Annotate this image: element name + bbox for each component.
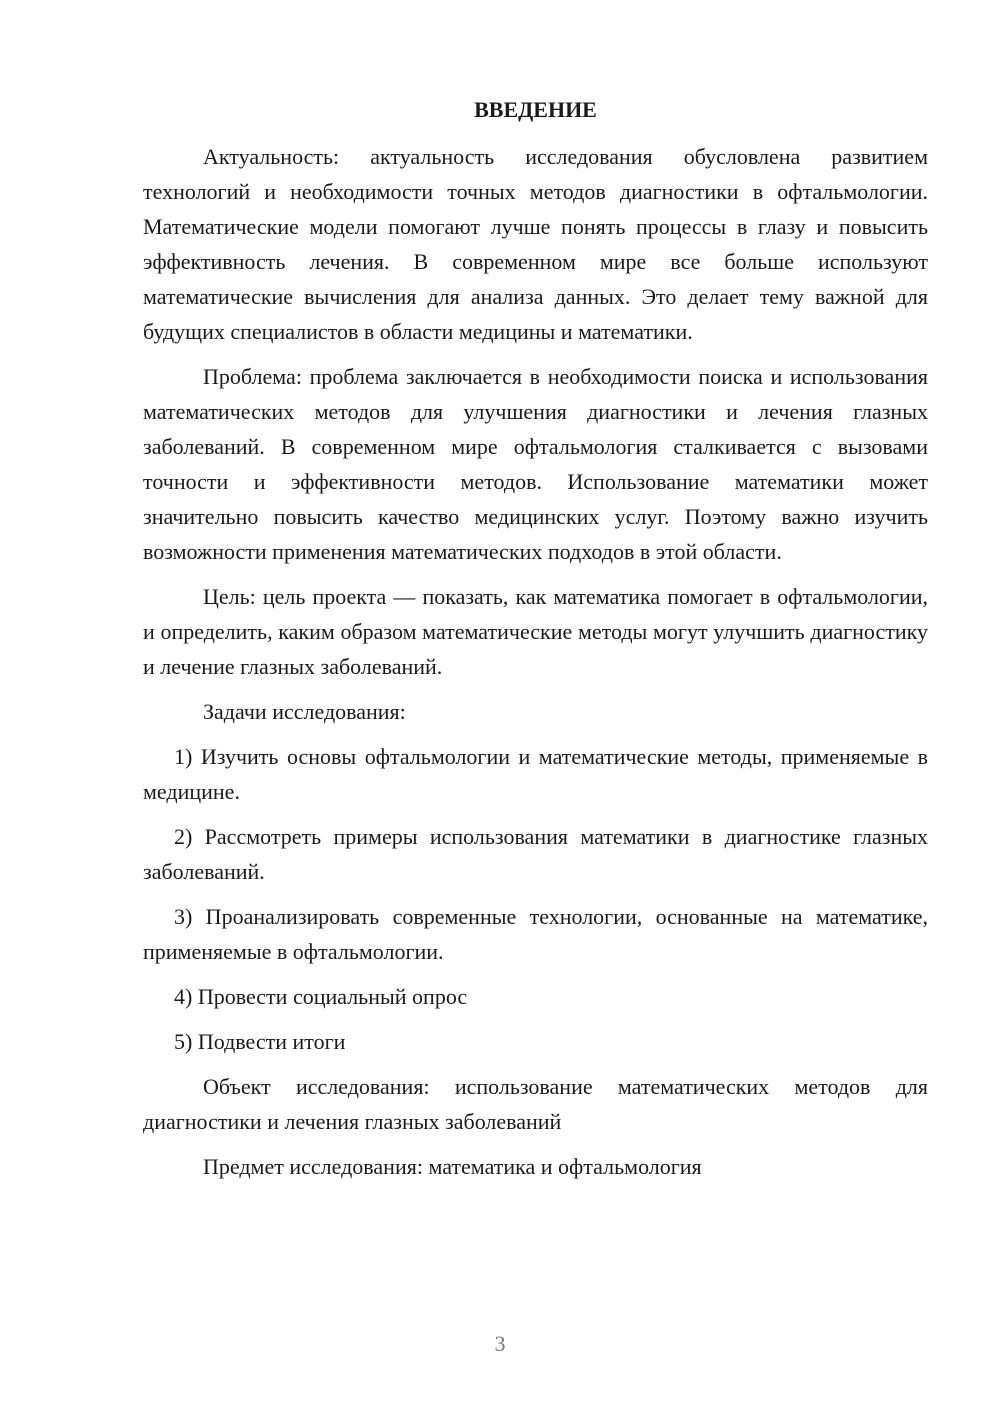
task-item-5: 5) Подвести итоги	[174, 1029, 346, 1054]
section-title: ВВЕДЕНИЕ	[474, 97, 597, 122]
page-content	[143, 92, 928, 1194]
task-item-2: 2) Рассмотреть примеры использования математики в диагностике глазных заболеваний.	[143, 824, 928, 884]
paragraph-goal: Цель: цель проекта — показать, как математика помогает в офтальмологии, и определить, каким образом математические методы могут улучшить диагностику и лечение глазных заболеваний.	[143, 584, 928, 679]
page-number: 3	[494, 1331, 506, 1356]
task-item-3: 3) Проанализировать современные технологии, основанные на математике, применяемые в офтальмологии.	[143, 904, 928, 964]
tasks-heading: Задачи исследования:	[203, 699, 406, 724]
task-item-1: 1) Изучить основы офтальмологии и математические методы, применяемые в медицине.	[143, 744, 928, 804]
paragraph-relevance: Актуальность: актуальность исследования обусловлена развитием технологий и необходимости точных методов диагностики в офтальмологии. Математические модели помогают лучше понять процессы в глазу и повысить эффективность лечения. В современном мире все больше используют математические вычисления для анализа данных. Это делает тему важной для будущих специалистов в области медицины и математики.	[143, 144, 928, 344]
task-item-4: 4) Провести социальный опрос	[174, 984, 468, 1009]
paragraph-subject: Предмет исследования: математика и офтальмология	[203, 1154, 702, 1179]
paragraph-object: Объект исследования: использование математических методов для диагностики и лечения глазных заболеваний	[143, 1074, 928, 1134]
paragraph-problem: Проблема: проблема заключается в необходимости поиска и использования математических методов для улучшения диагностики и лечения глазных заболеваний. В современном мире офтальмология сталкивается с вызовами точности и эффективности методов. Использование математики может значительно повысить качество медицинских услуг. Поэтому важно изучить возможности применения математических подходов в этой области.	[143, 364, 928, 564]
